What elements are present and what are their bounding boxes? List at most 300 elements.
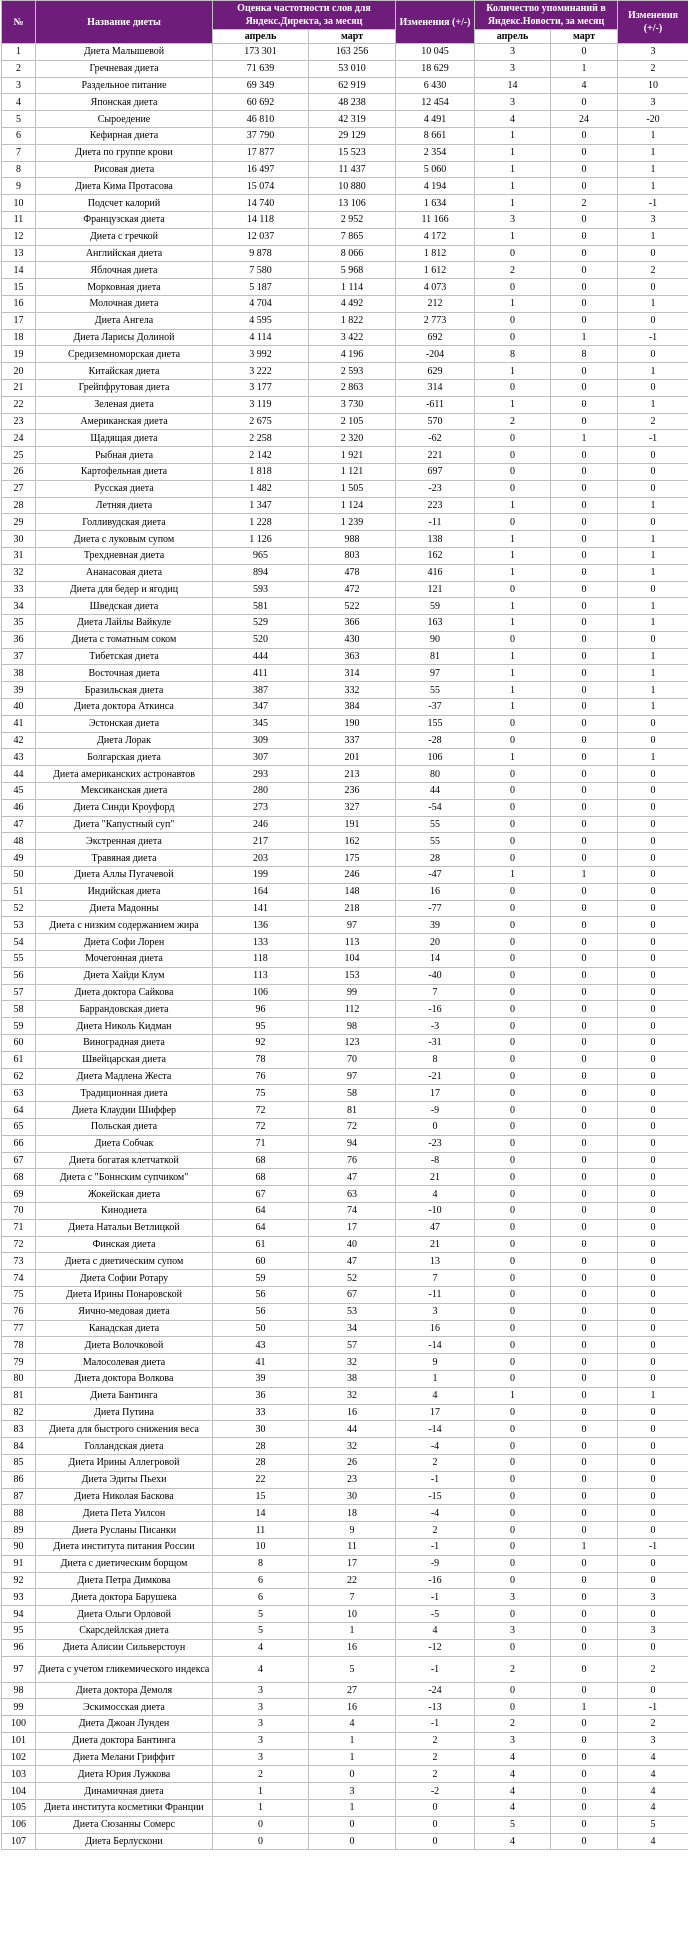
cell-num: 94 xyxy=(2,1606,36,1623)
table-row xyxy=(2,564,688,581)
cell-march-direct: 48 238 xyxy=(309,94,396,111)
cell-change-news: 0 xyxy=(618,1202,688,1219)
cell-change-news: 0 xyxy=(618,312,688,329)
cell-april-news: 0 xyxy=(475,245,551,262)
cell-march-news: 0 xyxy=(551,1572,618,1589)
cell-num: 32 xyxy=(2,564,36,581)
cell-change-news: 1 xyxy=(618,598,688,615)
table-row xyxy=(2,1589,688,1606)
cell-change: 5 060 xyxy=(396,161,475,178)
cell-april-news: 0 xyxy=(475,1051,551,1068)
cell-april-news: 0 xyxy=(475,329,551,346)
table-row xyxy=(2,1001,688,1018)
cell-num: 66 xyxy=(2,1135,36,1152)
table-row xyxy=(2,867,688,884)
cell-march-news: 0 xyxy=(551,44,618,61)
cell-march-news: 0 xyxy=(551,1454,618,1471)
cell-num: 99 xyxy=(2,1699,36,1716)
cell-april-news: 0 xyxy=(475,1169,551,1186)
cell-april-direct: 118 xyxy=(213,951,309,968)
cell-march-news: 0 xyxy=(551,883,618,900)
cell-april-direct: 22 xyxy=(213,1471,309,1488)
cell-march-news: 0 xyxy=(551,699,618,716)
cell-num: 107 xyxy=(2,1833,36,1850)
cell-march-direct: 988 xyxy=(309,531,396,548)
cell-name: Щадящая диета xyxy=(36,430,213,447)
cell-april-news: 0 xyxy=(475,1682,551,1699)
table-row xyxy=(2,816,688,833)
cell-april-direct: 0 xyxy=(213,1833,309,1850)
cell-change: 0 xyxy=(396,1833,475,1850)
cell-change: 6 430 xyxy=(396,77,475,94)
cell-name: Малосолевая диета xyxy=(36,1354,213,1371)
cell-march-direct: 10 880 xyxy=(309,178,396,195)
cell-change: 121 xyxy=(396,581,475,598)
cell-name: Зеленая диета xyxy=(36,396,213,413)
cell-change-news: 5 xyxy=(618,1816,688,1833)
diet-ranking-table xyxy=(1,0,688,1850)
cell-april-direct: 10 xyxy=(213,1538,309,1555)
cell-april-news: 1 xyxy=(475,178,551,195)
cell-num: 20 xyxy=(2,363,36,380)
cell-april-news: 0 xyxy=(475,581,551,598)
cell-change: 221 xyxy=(396,447,475,464)
cell-april-news: 0 xyxy=(475,833,551,850)
cell-march-news: 0 xyxy=(551,564,618,581)
table-row xyxy=(2,228,688,245)
cell-april-news: 1 xyxy=(475,531,551,548)
cell-change: -2 xyxy=(396,1783,475,1800)
cell-change: 2 xyxy=(396,1522,475,1539)
table-row xyxy=(2,363,688,380)
cell-march-news: 0 xyxy=(551,1202,618,1219)
cell-april-news: 0 xyxy=(475,917,551,934)
cell-march-direct: 175 xyxy=(309,850,396,867)
cell-change-news: 0 xyxy=(618,967,688,984)
table-row xyxy=(2,329,688,346)
cell-march-news: 0 xyxy=(551,531,618,548)
cell-march-news: 0 xyxy=(551,447,618,464)
table-row xyxy=(2,934,688,951)
cell-name: Динамичная диета xyxy=(36,1783,213,1800)
cell-change: 21 xyxy=(396,1236,475,1253)
table-row xyxy=(2,783,688,800)
cell-april-news: 0 xyxy=(475,1035,551,1052)
cell-march-news: 0 xyxy=(551,732,618,749)
cell-april-news: 0 xyxy=(475,1219,551,1236)
cell-march-direct: 4 492 xyxy=(309,295,396,312)
cell-april-direct: 347 xyxy=(213,699,309,716)
cell-march-direct: 4 xyxy=(309,1716,396,1733)
cell-march-news: 0 xyxy=(551,547,618,564)
cell-change: -23 xyxy=(396,1135,475,1152)
cell-march-news: 0 xyxy=(551,1783,618,1800)
cell-march-direct: 153 xyxy=(309,967,396,984)
table-row xyxy=(2,732,688,749)
cell-march-direct: 32 xyxy=(309,1438,396,1455)
cell-num: 59 xyxy=(2,1018,36,1035)
cell-name: Диета доктора Бантинга xyxy=(36,1732,213,1749)
cell-april-news: 0 xyxy=(475,1303,551,1320)
cell-change-news: 0 xyxy=(618,1404,688,1421)
cell-name: Диета Ларисы Долиной xyxy=(36,329,213,346)
cell-num: 105 xyxy=(2,1800,36,1817)
cell-april-direct: 46 810 xyxy=(213,111,309,128)
cell-april-direct: 68 xyxy=(213,1169,309,1186)
cell-march-direct: 148 xyxy=(309,883,396,900)
cell-march-news: 0 xyxy=(551,1051,618,1068)
cell-name: Диета Путина xyxy=(36,1404,213,1421)
cell-march-direct: 191 xyxy=(309,816,396,833)
cell-change: -3 xyxy=(396,1018,475,1035)
cell-march-news: 0 xyxy=(551,1816,618,1833)
cell-april-direct: 1 347 xyxy=(213,497,309,514)
table-row xyxy=(2,900,688,917)
cell-num: 54 xyxy=(2,934,36,951)
header-march-news: март xyxy=(551,30,618,44)
cell-change-news: 0 xyxy=(618,1119,688,1136)
cell-march-direct: 97 xyxy=(309,917,396,934)
cell-april-direct: 199 xyxy=(213,867,309,884)
cell-march-direct: 0 xyxy=(309,1833,396,1850)
cell-change: 2 xyxy=(396,1766,475,1783)
cell-april-news: 0 xyxy=(475,732,551,749)
cell-num: 74 xyxy=(2,1270,36,1287)
cell-change: -12 xyxy=(396,1639,475,1656)
cell-num: 104 xyxy=(2,1783,36,1800)
cell-change: 7 xyxy=(396,1270,475,1287)
cell-change-news: 1 xyxy=(618,699,688,716)
cell-change: 2 xyxy=(396,1749,475,1766)
table-row xyxy=(2,1135,688,1152)
cell-april-direct: 28 xyxy=(213,1438,309,1455)
cell-change-news: 0 xyxy=(618,1219,688,1236)
cell-name: Диета Натальи Ветлицкой xyxy=(36,1219,213,1236)
cell-april-direct: 78 xyxy=(213,1051,309,1068)
cell-april-direct: 50 xyxy=(213,1320,309,1337)
cell-change-news: 0 xyxy=(618,1606,688,1623)
cell-change: 2 354 xyxy=(396,144,475,161)
table-row xyxy=(2,1035,688,1052)
cell-name: Диета Эдиты Пьехи xyxy=(36,1471,213,1488)
cell-april-direct: 444 xyxy=(213,648,309,665)
cell-april-news: 0 xyxy=(475,379,551,396)
cell-march-news: 0 xyxy=(551,211,618,228)
cell-april-direct: 30 xyxy=(213,1421,309,1438)
table-row xyxy=(2,312,688,329)
cell-march-news: 0 xyxy=(551,1337,618,1354)
cell-march-direct: 40 xyxy=(309,1236,396,1253)
cell-num: 60 xyxy=(2,1035,36,1052)
cell-march-news: 0 xyxy=(551,850,618,867)
cell-change: 18 629 xyxy=(396,60,475,77)
cell-april-direct: 67 xyxy=(213,1186,309,1203)
cell-name: Польская диета xyxy=(36,1119,213,1136)
table-row xyxy=(2,1639,688,1656)
table-row xyxy=(2,648,688,665)
cell-change-news: 0 xyxy=(618,1454,688,1471)
cell-num: 72 xyxy=(2,1236,36,1253)
cell-change: 1 xyxy=(396,1370,475,1387)
cell-name: Диета Русланы Писанки xyxy=(36,1522,213,1539)
table-row xyxy=(2,850,688,867)
cell-march-direct: 70 xyxy=(309,1051,396,1068)
cell-change: 28 xyxy=(396,850,475,867)
cell-num: 38 xyxy=(2,665,36,682)
table-row xyxy=(2,1438,688,1455)
cell-april-news: 2 xyxy=(475,262,551,279)
table-row xyxy=(2,430,688,447)
table-row xyxy=(2,547,688,564)
cell-name: Диета американских астронавтов xyxy=(36,766,213,783)
cell-march-news: 1 xyxy=(551,867,618,884)
cell-march-direct: 7 865 xyxy=(309,228,396,245)
cell-name: Диета доктора Барушека xyxy=(36,1589,213,1606)
cell-april-direct: 71 639 xyxy=(213,60,309,77)
table-row xyxy=(2,631,688,648)
cell-april-direct: 4 xyxy=(213,1639,309,1656)
cell-april-news: 1 xyxy=(475,161,551,178)
cell-march-direct: 67 xyxy=(309,1286,396,1303)
cell-change: 81 xyxy=(396,648,475,665)
cell-name: Бразильская диета xyxy=(36,682,213,699)
cell-april-direct: 246 xyxy=(213,816,309,833)
cell-march-news: 0 xyxy=(551,497,618,514)
cell-march-direct: 0 xyxy=(309,1766,396,1783)
table-row xyxy=(2,1320,688,1337)
cell-change: -40 xyxy=(396,967,475,984)
cell-name: Диета Пета Уилсон xyxy=(36,1505,213,1522)
cell-num: 31 xyxy=(2,547,36,564)
cell-march-direct: 16 xyxy=(309,1639,396,1656)
cell-name: Кефирная диета xyxy=(36,127,213,144)
cell-num: 12 xyxy=(2,228,36,245)
cell-name: Сыроедение xyxy=(36,111,213,128)
cell-march-news: 0 xyxy=(551,598,618,615)
table-row xyxy=(2,1572,688,1589)
cell-march-direct: 29 129 xyxy=(309,127,396,144)
cell-change: 106 xyxy=(396,749,475,766)
table-row xyxy=(2,1732,688,1749)
cell-march-news: 0 xyxy=(551,1387,618,1404)
cell-change: -31 xyxy=(396,1035,475,1052)
cell-change-news: 1 xyxy=(618,648,688,665)
table-row xyxy=(2,1606,688,1623)
cell-march-direct: 163 256 xyxy=(309,44,396,61)
cell-num: 46 xyxy=(2,799,36,816)
cell-change: -9 xyxy=(396,1102,475,1119)
cell-num: 70 xyxy=(2,1202,36,1219)
table-row xyxy=(2,1169,688,1186)
cell-num: 44 xyxy=(2,766,36,783)
table-row xyxy=(2,262,688,279)
table-row xyxy=(2,1656,688,1682)
cell-march-direct: 16 xyxy=(309,1404,396,1421)
cell-april-direct: 33 xyxy=(213,1404,309,1421)
cell-april-direct: 2 xyxy=(213,1766,309,1783)
cell-num: 62 xyxy=(2,1068,36,1085)
cell-name: Скарсдейлская диета xyxy=(36,1622,213,1639)
cell-num: 36 xyxy=(2,631,36,648)
cell-april-direct: 309 xyxy=(213,732,309,749)
cell-march-direct: 63 xyxy=(309,1186,396,1203)
cell-change: 0 xyxy=(396,1800,475,1817)
cell-march-news: 0 xyxy=(551,967,618,984)
cell-march-direct: 72 xyxy=(309,1119,396,1136)
cell-change: 155 xyxy=(396,715,475,732)
cell-change: 12 454 xyxy=(396,94,475,111)
cell-name: Японская диета xyxy=(36,94,213,111)
table-row xyxy=(2,1236,688,1253)
cell-change: -28 xyxy=(396,732,475,749)
cell-change-news: 1 xyxy=(618,564,688,581)
cell-april-news: 0 xyxy=(475,1404,551,1421)
cell-march-news: 0 xyxy=(551,1800,618,1817)
cell-change: 16 xyxy=(396,883,475,900)
cell-name: Яично-медовая диета xyxy=(36,1303,213,1320)
cell-march-direct: 1 505 xyxy=(309,480,396,497)
cell-num: 26 xyxy=(2,463,36,480)
cell-name: Диета с луковым супом xyxy=(36,531,213,548)
cell-march-direct: 11 xyxy=(309,1538,396,1555)
table-row xyxy=(2,480,688,497)
cell-num: 71 xyxy=(2,1219,36,1236)
cell-april-news: 0 xyxy=(475,1639,551,1656)
cell-april-direct: 3 xyxy=(213,1732,309,1749)
cell-april-news: 4 xyxy=(475,1783,551,1800)
cell-april-direct: 2 675 xyxy=(213,413,309,430)
cell-change: 55 xyxy=(396,682,475,699)
cell-april-news: 4 xyxy=(475,1749,551,1766)
cell-april-direct: 69 349 xyxy=(213,77,309,94)
table-row xyxy=(2,1766,688,1783)
cell-march-news: 0 xyxy=(551,1716,618,1733)
cell-march-direct: 23 xyxy=(309,1471,396,1488)
table-row xyxy=(2,195,688,212)
cell-change: -11 xyxy=(396,514,475,531)
cell-change-news: 0 xyxy=(618,463,688,480)
cell-name: Диета с низким содержанием жира xyxy=(36,917,213,934)
cell-april-direct: 14 118 xyxy=(213,211,309,228)
cell-change: -13 xyxy=(396,1699,475,1716)
cell-april-direct: 3 992 xyxy=(213,346,309,363)
cell-name: Эстонская диета xyxy=(36,715,213,732)
cell-april-direct: 14 740 xyxy=(213,195,309,212)
cell-april-news: 5 xyxy=(475,1816,551,1833)
cell-change: -10 xyxy=(396,1202,475,1219)
cell-name: Диета с гречкой xyxy=(36,228,213,245)
cell-april-direct: 16 497 xyxy=(213,161,309,178)
cell-march-direct: 62 919 xyxy=(309,77,396,94)
cell-name: Диета Софии Ротару xyxy=(36,1270,213,1287)
cell-change-news: 2 xyxy=(618,413,688,430)
cell-april-news: 1 xyxy=(475,648,551,665)
cell-march-news: 0 xyxy=(551,1522,618,1539)
cell-march-news: 0 xyxy=(551,363,618,380)
cell-change: -1 xyxy=(396,1656,475,1682)
cell-num: 73 xyxy=(2,1253,36,1270)
cell-march-news: 0 xyxy=(551,178,618,195)
cell-april-direct: 9 878 xyxy=(213,245,309,262)
cell-april-direct: 345 xyxy=(213,715,309,732)
cell-april-news: 0 xyxy=(475,1555,551,1572)
cell-march-direct: 81 xyxy=(309,1102,396,1119)
cell-change-news: -1 xyxy=(618,329,688,346)
cell-change: -77 xyxy=(396,900,475,917)
cell-change-news: 0 xyxy=(618,917,688,934)
cell-march-direct: 2 320 xyxy=(309,430,396,447)
cell-march-direct: 34 xyxy=(309,1320,396,1337)
cell-april-news: 0 xyxy=(475,1152,551,1169)
table-row xyxy=(2,715,688,732)
table-row xyxy=(2,161,688,178)
cell-march-news: 0 xyxy=(551,295,618,312)
cell-change: -1 xyxy=(396,1589,475,1606)
cell-change-news: 0 xyxy=(618,867,688,884)
cell-march-news: 0 xyxy=(551,1404,618,1421)
cell-change: 692 xyxy=(396,329,475,346)
cell-num: 90 xyxy=(2,1538,36,1555)
cell-change: -11 xyxy=(396,1286,475,1303)
cell-march-news: 0 xyxy=(551,262,618,279)
cell-march-direct: 327 xyxy=(309,799,396,816)
cell-change: -204 xyxy=(396,346,475,363)
cell-change: 59 xyxy=(396,598,475,615)
cell-change-news: 0 xyxy=(618,833,688,850)
cell-num: 45 xyxy=(2,783,36,800)
cell-april-direct: 68 xyxy=(213,1152,309,1169)
table-row xyxy=(2,917,688,934)
cell-change: 39 xyxy=(396,917,475,934)
cell-march-direct: 190 xyxy=(309,715,396,732)
cell-change: -1 xyxy=(396,1471,475,1488)
cell-march-news: 1 xyxy=(551,430,618,447)
cell-num: 27 xyxy=(2,480,36,497)
table-row xyxy=(2,346,688,363)
cell-april-news: 0 xyxy=(475,984,551,1001)
cell-change: 97 xyxy=(396,665,475,682)
cell-april-news: 0 xyxy=(475,1102,551,1119)
cell-num: 75 xyxy=(2,1286,36,1303)
cell-march-news: 0 xyxy=(551,984,618,1001)
cell-march-direct: 4 196 xyxy=(309,346,396,363)
cell-name: Раздельное питание xyxy=(36,77,213,94)
cell-april-direct: 4 114 xyxy=(213,329,309,346)
cell-change: 2 xyxy=(396,1732,475,1749)
cell-num: 48 xyxy=(2,833,36,850)
cell-april-news: 0 xyxy=(475,1438,551,1455)
cell-name: Летняя диета xyxy=(36,497,213,514)
cell-april-news: 1 xyxy=(475,699,551,716)
cell-april-news: 0 xyxy=(475,1522,551,1539)
cell-change-news: -1 xyxy=(618,195,688,212)
table-row xyxy=(2,1833,688,1850)
cell-change-news: 2 xyxy=(618,1656,688,1682)
cell-name: Мексиканская диета xyxy=(36,783,213,800)
cell-num: 55 xyxy=(2,951,36,968)
cell-march-news: 0 xyxy=(551,648,618,665)
cell-change: 8 xyxy=(396,1051,475,1068)
table-row xyxy=(2,1202,688,1219)
header-april-news: апрель xyxy=(475,30,551,44)
cell-april-news: 3 xyxy=(475,94,551,111)
cell-march-direct: 1 121 xyxy=(309,463,396,480)
cell-march-direct: 113 xyxy=(309,934,396,951)
cell-april-news: 2 xyxy=(475,413,551,430)
cell-march-news: 0 xyxy=(551,1438,618,1455)
cell-change: 570 xyxy=(396,413,475,430)
table-row xyxy=(2,682,688,699)
